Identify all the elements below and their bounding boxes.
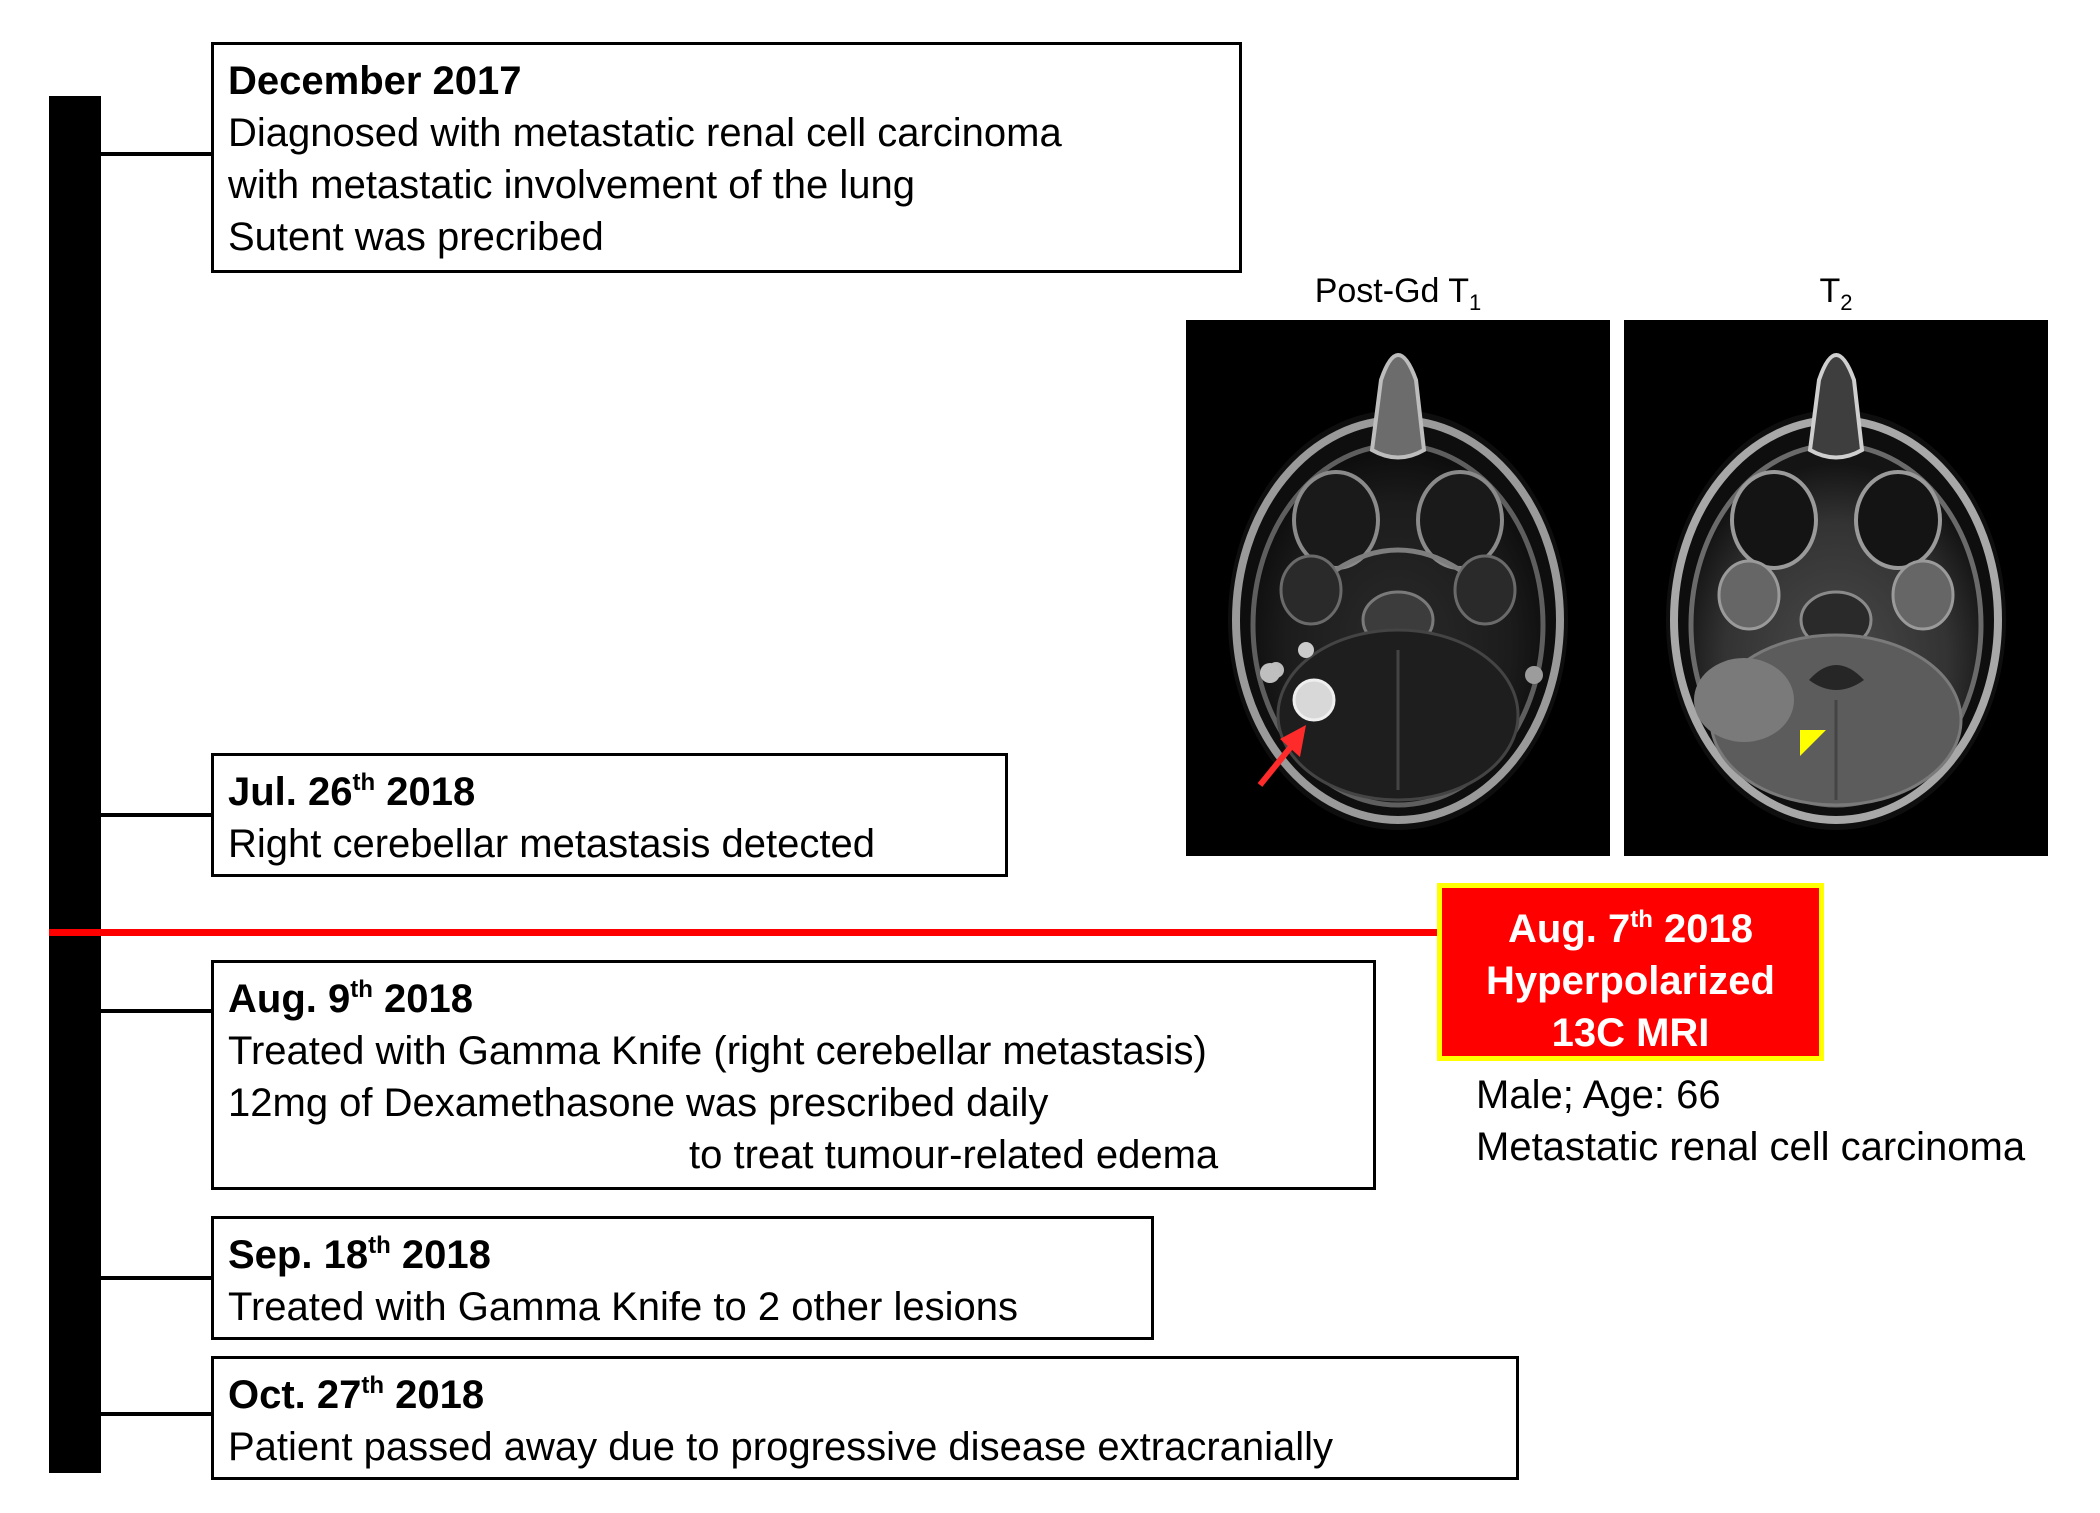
timeline-spine [49, 96, 101, 1473]
event-box-aug9-2018 [211, 960, 1376, 1190]
mri-event-line2: 13C MRI [1551, 1011, 1710, 1055]
event-date: December 2017 [228, 59, 522, 103]
patient-info [1476, 1069, 2025, 1173]
t2-mri-image [1624, 320, 2048, 856]
timeline-tick-dec-2017 [101, 152, 211, 156]
event-box-jul-2018 [211, 753, 1008, 877]
event-box-sep-2018 [211, 1216, 1154, 1340]
patient-diagnosis: Metastatic renal cell carcinoma [1476, 1125, 2026, 1169]
event-text: Treated with Gamma Knife to 2 other lesions [228, 1285, 1018, 1329]
patient-demographics: Male; Age: 66 [1476, 1073, 1721, 1117]
event-box-oct-2018 [211, 1356, 1519, 1480]
event-text: to treat tumour-related edema [689, 1133, 1219, 1177]
hyperpolarized-mri-event [1437, 883, 1824, 1061]
timeline-tick-jul-2018 [101, 813, 211, 817]
mri-event-line1: Hyperpolarized [1486, 959, 1775, 1003]
event-date: Sep. 18th 2018 [228, 1232, 491, 1277]
mri-event-marker-line [49, 929, 1444, 936]
yellow-arrowhead-icon [1798, 728, 1830, 760]
event-date: Jul. 26th 2018 [228, 769, 476, 814]
event-date: Oct. 27th 2018 [228, 1372, 485, 1417]
t1-image-caption: Post-Gd $T_1$ [1314, 272, 1482, 315]
event-text: with metastatic involvement of the lung [228, 163, 916, 207]
event-box-dec-2017 [211, 42, 1242, 273]
t1-mri-image [1186, 320, 1610, 856]
event-date: Aug. 9th 2018 [228, 976, 473, 1021]
event-text: Sutent was precribed [228, 215, 604, 259]
event-text: Patient passed away due to progressive disease extracranially [228, 1425, 1334, 1469]
event-text: Right cerebellar metastasis detected [228, 822, 875, 866]
mri-event-date: Aug. 7th 2018 [1508, 906, 1753, 951]
event-text: 12mg of Dexamethasone was prescribed daily [228, 1081, 1049, 1125]
red-arrow-icon [1254, 721, 1314, 791]
timeline-tick-oct-2018 [101, 1412, 211, 1416]
event-text: Diagnosed with metastatic renal cell carcinoma [228, 111, 1062, 155]
t2-image-caption: $T_2$ [1819, 272, 1853, 315]
timeline-tick-aug9-2018 [101, 1009, 211, 1013]
timeline-tick-sep-2018 [101, 1276, 211, 1280]
event-text: Treated with Gamma Knife (right cerebellar metastasis) [228, 1029, 1207, 1073]
